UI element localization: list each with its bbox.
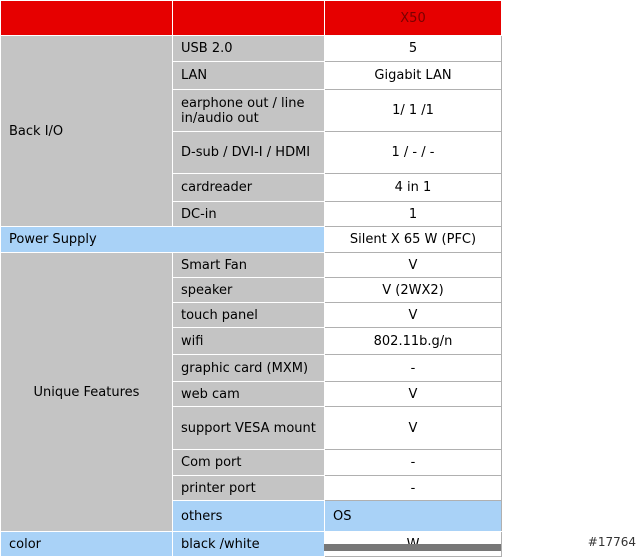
- feature-cell: speaker: [173, 278, 325, 303]
- group-color: color: [1, 532, 173, 557]
- value-cell: -: [325, 450, 502, 476]
- bottom-edge-bar: [324, 544, 501, 551]
- model-header: X50: [325, 1, 502, 36]
- feature-cell: D-sub / DVI-I / HDMI: [173, 132, 325, 174]
- group-others: others: [173, 501, 325, 532]
- value-cell: V: [325, 303, 502, 328]
- header-empty-cell: [1, 1, 173, 36]
- value-cell: 4 in 1: [325, 174, 502, 202]
- feature-cell: Smart Fan: [173, 253, 325, 278]
- header-empty-cell: [173, 1, 325, 36]
- table-row: [1, 227, 502, 253]
- value-cell: V: [325, 382, 502, 407]
- group-unique-features: Unique Features: [1, 253, 173, 532]
- feature-cell: Com port: [173, 450, 325, 476]
- feature-cell: earphone out / line in/audio out: [173, 90, 325, 132]
- value-cell: 5: [325, 36, 502, 62]
- value-cell: 1 / - / -: [325, 132, 502, 174]
- feature-cell: OS: [325, 501, 502, 532]
- value-cell: V: [325, 407, 502, 450]
- watermark: #17764: [587, 535, 636, 549]
- value-cell: Gigabit LAN: [325, 62, 502, 90]
- value-cell: -: [325, 355, 502, 382]
- feature-cell: touch panel: [173, 303, 325, 328]
- header-row: [1, 1, 502, 36]
- feature-cell: printer port: [173, 476, 325, 501]
- group-power-supply: Power Supply: [1, 227, 325, 253]
- feature-cell: web cam: [173, 382, 325, 407]
- feature-cell: wifi: [173, 328, 325, 355]
- value-cell: Silent X 65 W (PFC): [325, 227, 502, 253]
- group-back-io: Back I/O: [1, 36, 173, 227]
- value-cell: -: [325, 476, 502, 501]
- table-row: [1, 36, 502, 62]
- feature-cell: DC-in: [173, 202, 325, 227]
- feature-cell: LAN: [173, 62, 325, 90]
- feature-cell: USB 2.0: [173, 36, 325, 62]
- value-cell: 1: [325, 202, 502, 227]
- feature-cell: cardreader: [173, 174, 325, 202]
- value-cell: 802.11b.g/n: [325, 328, 502, 355]
- value-cell: V: [325, 253, 502, 278]
- feature-cell: graphic card (MXM): [173, 355, 325, 382]
- feature-cell: black /white: [173, 532, 325, 557]
- table-row: [1, 253, 502, 278]
- feature-cell: support VESA mount: [173, 407, 325, 450]
- value-cell: V (2WX2): [325, 278, 502, 303]
- value-cell: 1/ 1 /1: [325, 90, 502, 132]
